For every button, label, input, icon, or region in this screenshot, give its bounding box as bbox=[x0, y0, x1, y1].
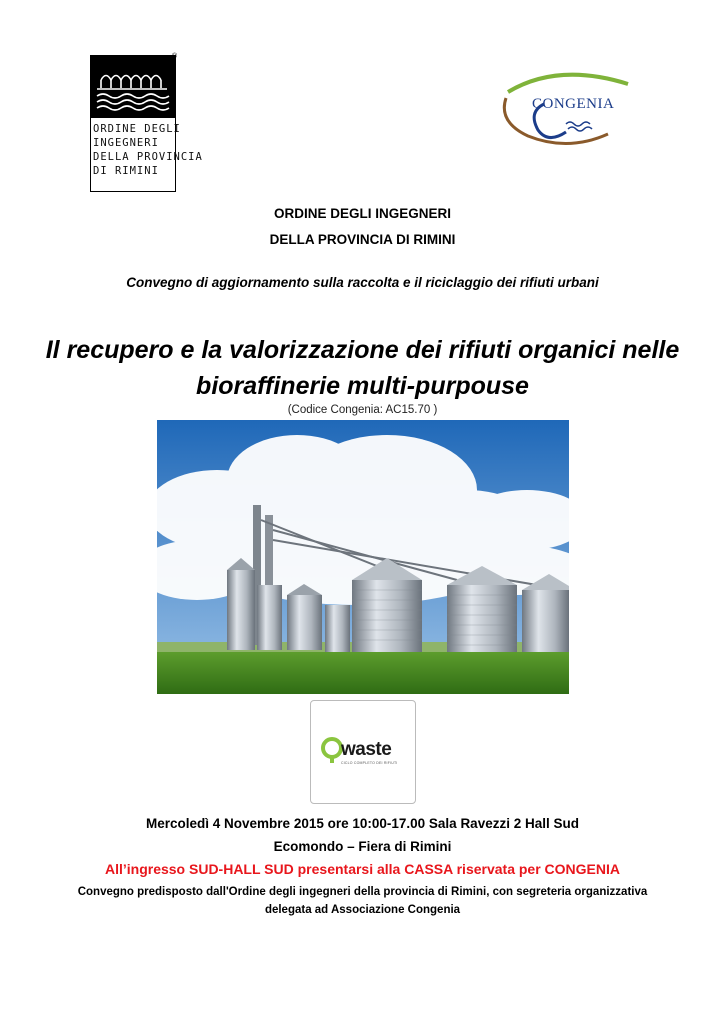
waste-logo bbox=[310, 700, 416, 804]
organizer-note-line2: delegata ad Associazione Congenia bbox=[264, 904, 461, 916]
ordine-emblem-icon bbox=[91, 56, 175, 118]
ordine-logo-line: INGEGNERI bbox=[93, 137, 159, 149]
convegno-subtitle: Convegno di aggiornamento sulla raccolta e il riciclaggio dei rifiuti urbani bbox=[126, 275, 599, 290]
main-title-line2: bioraffinerie multi-purpouse bbox=[196, 372, 529, 400]
congenia-logo-text: CONGENIA bbox=[532, 96, 615, 112]
entrance-note: All’ingresso SUD-HALL SUD presentarsi alla CASSA riservata per CONGENIA bbox=[104, 861, 621, 877]
waste-logo-tagline: CICLO COMPLETO DEI RIFIUTI bbox=[341, 761, 398, 765]
organizer-note-line1: Convegno predisposto dall'Ordine degli ingegneri della provincia di Rimini, con segreteria organizzativa bbox=[77, 886, 648, 898]
event-venue: Ecomondo – Fiera di Rimini bbox=[273, 839, 452, 854]
main-title bbox=[0, 332, 725, 404]
event-date-time: Mercoledì 4 Novembre 2015 ore 10:00-17.00 Sala Ravezzi 2 Hall Sud bbox=[146, 816, 579, 831]
org-name-line2: DELLA PROVINCIA DI RIMINI bbox=[269, 232, 456, 247]
ordine-logo-line: DELLA PROVINCIA bbox=[93, 151, 203, 163]
grain-silos-photo bbox=[157, 420, 569, 694]
congenia-logo bbox=[488, 62, 636, 154]
course-code: (Codice Congenia: AC15.70 ) bbox=[287, 404, 438, 416]
waste-leaf-icon bbox=[321, 737, 343, 763]
ordine-logo bbox=[90, 55, 203, 192]
registered-mark: ® bbox=[172, 53, 178, 60]
ordine-logo-text bbox=[93, 122, 203, 178]
ordine-logo-line: ORDINE DEGLI bbox=[93, 123, 181, 135]
main-title-line1: Il recupero e la valorizzazione dei rifiuti organici nelle bbox=[45, 336, 680, 364]
waste-logo-text: waste bbox=[341, 739, 392, 760]
ordine-logo-line: DI RIMINI bbox=[93, 165, 159, 177]
org-name-line1: ORDINE DEGLI INGEGNERI bbox=[273, 206, 452, 221]
